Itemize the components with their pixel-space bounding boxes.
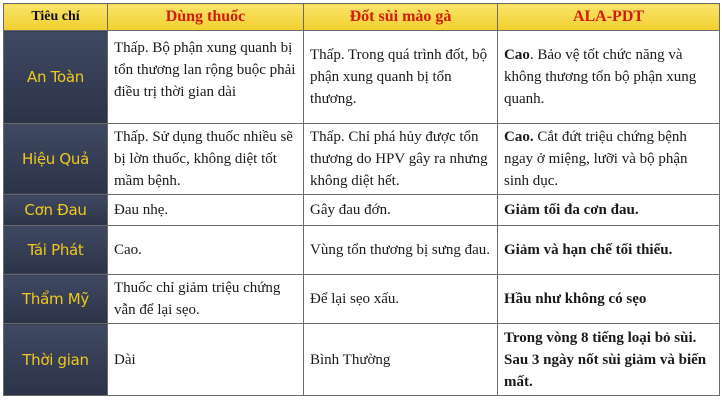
cell-ala-pdt [498,31,720,124]
header-row [4,4,720,31]
cell-lead: Cao. [504,129,534,146]
header-cauterization: Đốt sùi mào gà [304,4,498,31]
cell-medication: Thấp. Sử dụng thuốc nhiều sẽ bị lờn thuốc, không diệt tốt mầm bệnh. [108,123,304,195]
cell-ala-pdt: Giảm tối đa cơn đau. [498,195,720,225]
header-criteria: Tiêu chí [4,4,108,31]
cell-ala-pdt: Hầu như không có sẹo [498,275,720,324]
cell-cauterization: Gây đau đớn. [304,195,498,225]
cell-medication: Thấp. Bộ phận xung quanh bị tổn thương lan rộng buộc phải điều trị thời gian dài [108,31,304,124]
table-row [4,225,720,274]
header-ala-pdt: ALA-PDT [498,4,720,31]
criterion-recurrence: Tái Phát [4,225,108,274]
table-row [4,123,720,195]
table-row [4,31,720,124]
cell-lead: Cao [504,47,530,64]
table-row [4,195,720,225]
cell-ala-pdt [498,123,720,195]
criterion-duration: Thời gian [4,324,108,396]
table-row [4,324,720,396]
cell-cauterization: Để lại sẹo xấu. [304,275,498,324]
header-medication: Dùng thuốc [108,4,304,31]
comparison-table [3,3,720,396]
cell-cauterization: Thấp. Chỉ phá hủy được tổn thương do HPV gây ra nhưng không diệt hết. [304,123,498,195]
cell-cauterization: Bình Thường [304,324,498,396]
cell-medication: Đau nhẹ. [108,195,304,225]
cell-rest: . Bảo vệ tốt chức năng và không thương tổn bộ phận xung quanh. [504,47,697,108]
table-row [4,275,720,324]
criterion-safety: An Toàn [4,31,108,124]
cell-medication: Thuốc chỉ giảm triệu chứng vẫn để lại sẹo. [108,275,304,324]
criterion-pain: Cơn Đau [4,195,108,225]
cell-cauterization: Thấp. Trong quá trình đốt, bộ phận xung quanh bị tổn thương. [304,31,498,124]
cell-cauterization: Vùng tổn thương bị sưng đau. [304,225,498,274]
cell-ala-pdt: Trong vòng 8 tiếng loại bỏ sùi. Sau 3 ngày nốt sùi giảm và biến mất. [498,324,720,396]
criterion-effectiveness: Hiệu Quả [4,123,108,195]
criterion-aesthetics: Thẩm Mỹ [4,275,108,324]
cell-medication: Cao. [108,225,304,274]
cell-ala-pdt: Giảm và hạn chế tối thiểu. [498,225,720,274]
cell-rest: Cắt đứt triệu chứng bệnh ngay ở miệng, lưỡi và bộ phận sinh dục. [504,129,688,190]
cell-medication: Dài [108,324,304,396]
